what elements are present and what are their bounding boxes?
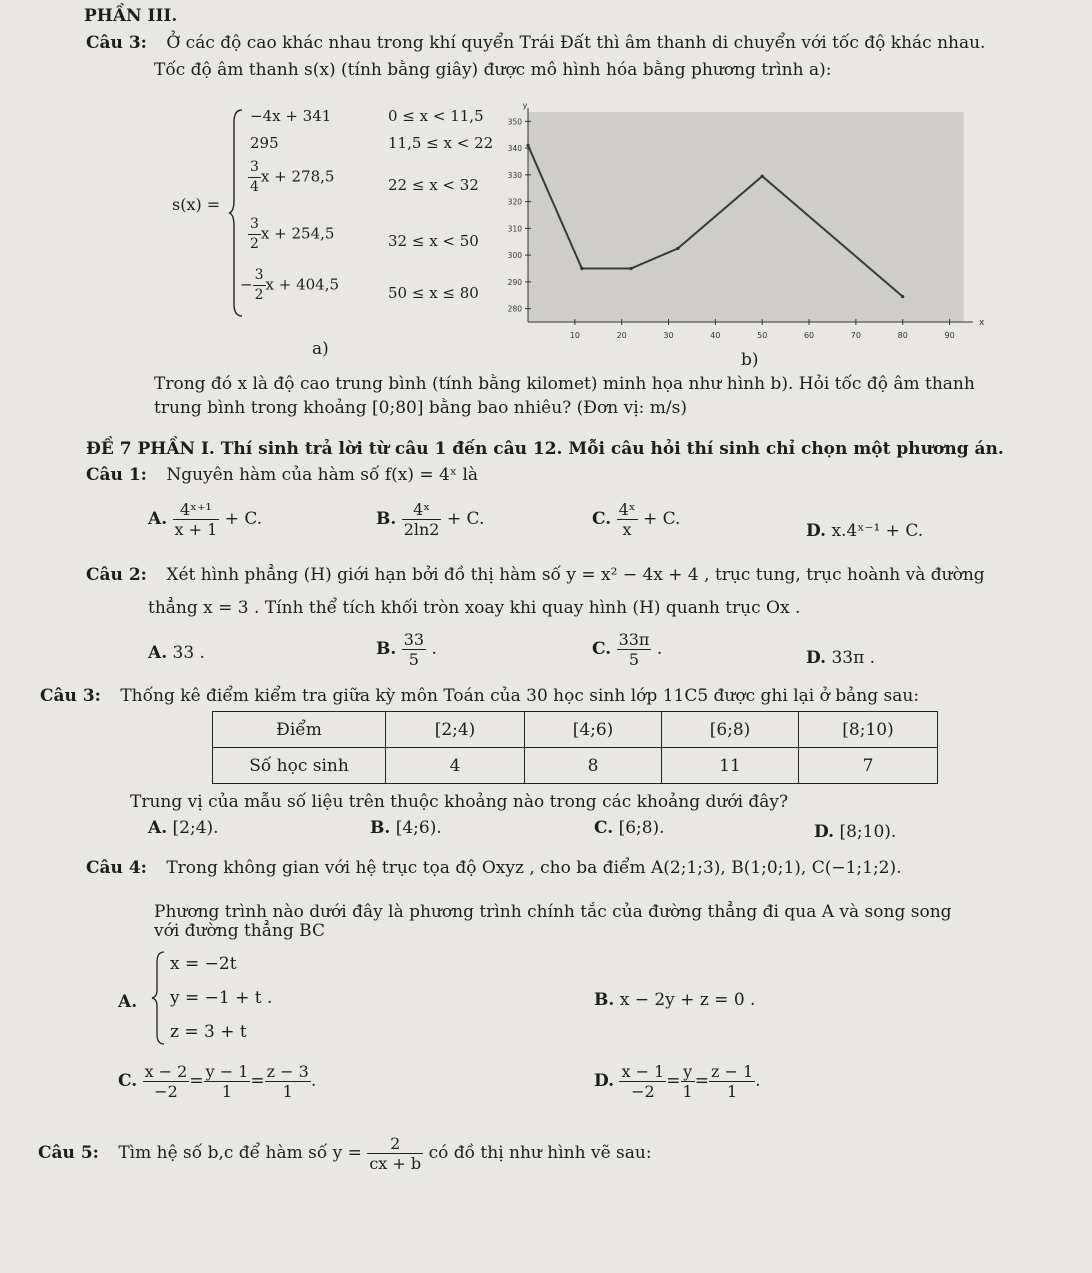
x-tick-label: 70 <box>850 331 861 340</box>
table-header: [2;4) <box>386 712 525 748</box>
data-point <box>901 295 904 298</box>
question-3-line2: Tốc độ âm thanh s(x) (tính bằng giây) được mô hình hóa bằng phương trình a): <box>154 60 832 80</box>
x-tick-label: 50 <box>757 331 768 340</box>
q2-option-b[interactable]: B. $\frac{33}{5}$ . <box>376 630 437 669</box>
table-header-row <box>213 712 938 748</box>
data-point <box>629 267 632 270</box>
q2-line2: thẳng x = 3 . Tính thể tích khối tròn xoay khi quay hình (H) quanh trục Ox . <box>148 598 801 618</box>
table-header: [6;8) <box>662 712 799 748</box>
question-3-line3: Trong đó x là độ cao trung bình (tính bằng kilomet) minh họa như hình b). Hỏi tốc độ âm thanh <box>154 374 975 394</box>
q2-option-a[interactable]: A. 33 . <box>148 643 205 663</box>
q1-option-c[interactable]: C. $\frac{\text{4ˣ}}{x}$ + C. <box>592 500 681 539</box>
q1-option-a[interactable]: A. $\frac{\text{4ˣ⁺¹}}{x + 1}$ + C. <box>148 500 263 539</box>
exam-title: ĐỀ 7 PHẦN I. Thí sinh trả lời từ câu 1 đến câu 12. Mỗi câu hỏi thí sinh chỉ chọn một phương án. <box>86 439 1004 459</box>
q1-option-b[interactable]: B. $\frac{\text{4ˣ}}{2\ln 2}$ + C. <box>376 500 485 539</box>
q4-option-b[interactable]: B. x − 2y + z = 0 . <box>594 990 756 1010</box>
table-cell: 8 <box>525 748 662 784</box>
question-label: Câu 5: <box>38 1143 99 1163</box>
table-cell: Số học sinh <box>213 748 386 784</box>
data-point <box>526 144 529 147</box>
y-tick-label: 310 <box>508 224 522 234</box>
table-row <box>213 748 938 784</box>
piece-2-cond: 11,5 ≤ x < 22 <box>388 134 494 152</box>
piece-1-expr: −4x + 341 <box>250 107 332 125</box>
question-3-intro <box>86 33 985 53</box>
q4-option-c[interactable]: C. $\frac{x - 2}{-2}$ = $\frac{y - 1}{1}$ = $\frac{z - 3}{1}$ . <box>118 1062 317 1101</box>
x-tick-label: 30 <box>663 331 674 340</box>
q5-stem: Câu 5: Tìm hệ số b,c để hàm số y = $\frac{2}{cx + b}$ có đồ thị như hình vẽ sau: <box>38 1134 652 1173</box>
y-axis-label: y <box>522 101 528 110</box>
table-cell: 11 <box>662 748 799 784</box>
system-brace <box>150 950 166 1046</box>
plot-area <box>528 112 964 322</box>
piece-4-cond: 32 ≤ x < 50 <box>388 232 479 250</box>
piece-2-expr: 295 <box>250 134 279 152</box>
question-text: Tìm hệ số b,c để hàm số y = <box>118 1143 362 1163</box>
score-table <box>212 711 938 784</box>
table-cell: 4 <box>386 748 525 784</box>
piece-3-expr: $\frac{3}{4}$ x + 278,5 <box>250 159 335 195</box>
piece-1-cond: 0 ≤ x < 11,5 <box>388 107 484 125</box>
q4-line2: Phương trình nào dưới đây là phương trình chính tắc của đường thẳng đi qua A và song song <box>154 902 952 922</box>
q3-stem <box>40 686 919 706</box>
x-tick-label: 10 <box>569 331 580 340</box>
equation-line: x = −2t <box>170 954 237 974</box>
table-cell: 7 <box>799 748 938 784</box>
question-label: Câu 2: <box>86 565 147 585</box>
table-header: [8;10) <box>799 712 938 748</box>
question-text: Thống kê điểm kiểm tra giữa kỳ môn Toán của 30 học sinh lớp 11C5 được ghi lại ở bảng sau: <box>120 686 920 706</box>
function-lhs: s(x) = <box>172 195 221 214</box>
label-b: b) <box>741 350 759 370</box>
y-tick-label: 300 <box>508 251 522 261</box>
equation-line: y = −1 + t . <box>170 988 273 1008</box>
q1-option-d[interactable]: D. x.4ˣ⁻¹ + C. <box>806 521 924 541</box>
y-tick-label: 320 <box>508 197 522 207</box>
q3-option-b[interactable]: B. [4;6). <box>370 818 442 838</box>
altitude-speed-chart <box>508 100 988 345</box>
data-point <box>676 247 679 250</box>
question-3-line4: trung bình trong khoảng [0;80] bằng bao nhiêu? (Đơn vị: m/s) <box>154 398 687 418</box>
q3-option-c[interactable]: C. [6;8). <box>594 818 665 838</box>
question-label: Câu 4: <box>86 858 147 878</box>
table-header: Điểm <box>213 712 386 748</box>
q1-stem <box>86 465 478 485</box>
question-text: Nguyên hàm của hàm số f(x) = 4ˣ là <box>166 465 479 485</box>
y-tick-label: 280 <box>508 304 522 314</box>
question-text: Xét hình phẳng (H) giới hạn bởi đồ thị hàm số y = x² − 4x + 4 , trục tung, trục hoành và đường <box>166 565 985 585</box>
x-tick-label: 20 <box>616 331 627 340</box>
y-tick-label: 340 <box>508 144 522 154</box>
q2-option-d[interactable]: D. 33π . <box>806 648 876 668</box>
piece-5-cond: 50 ≤ x ≤ 80 <box>388 284 479 302</box>
q2-stem <box>86 565 985 585</box>
question-label: Câu 3: <box>40 686 101 706</box>
data-point <box>761 175 764 178</box>
x-tick-label: 90 <box>944 331 955 340</box>
q3-option-d[interactable]: D. [8;10). <box>814 822 897 842</box>
q4-stem <box>86 858 902 878</box>
question-text: Trong không gian với hệ trục tọa độ Oxyz , cho ba điểm A(2;1;3), B(1;0;1), C(−1;1;2). <box>166 858 902 878</box>
x-tick-label: 60 <box>803 331 815 340</box>
x-tick-label: 80 <box>897 331 908 340</box>
question-label: Câu 1: <box>86 465 147 485</box>
piece-3-cond: 22 ≤ x < 32 <box>388 176 479 194</box>
piece-4-expr: $\frac{3}{2}$ x + 254,5 <box>250 216 335 252</box>
y-tick-label: 350 <box>508 117 522 127</box>
part-heading: PHẦN III. <box>84 6 178 26</box>
q2-option-c[interactable]: C. $\frac{33\pi}{5}$ . <box>592 630 663 669</box>
question-text: Ở các độ cao khác nhau trong khí quyển Trái Đất thì âm thanh di chuyển với tốc độ khác nhau. <box>166 33 986 53</box>
y-tick-label: 330 <box>508 170 522 180</box>
data-point <box>580 267 583 270</box>
table-header: [4;6) <box>525 712 662 748</box>
y-tick-label: 290 <box>508 277 522 287</box>
q3-option-a[interactable]: A. [2;4). <box>148 818 219 838</box>
piece-5-expr: − $\frac{3}{2}$ x + 404,5 <box>240 267 340 303</box>
q3-question: Trung vị của mẫu số liệu trên thuộc khoảng nào trong các khoảng dưới đây? <box>130 792 789 812</box>
equation-line: z = 3 + t <box>170 1022 247 1042</box>
option-letter: A. <box>118 992 138 1012</box>
q4-option-d[interactable]: D. $\frac{x - 1}{-2}$ = $\frac{y}{1}$ = $\frac{z - 1}{1}$ . <box>594 1062 761 1101</box>
q4-line3: với đường thẳng BC <box>154 921 325 941</box>
label-a: a) <box>312 339 329 359</box>
question-label: Câu 3: <box>86 33 147 53</box>
x-tick-label: 40 <box>710 331 721 340</box>
x-axis-label: x <box>979 318 985 328</box>
